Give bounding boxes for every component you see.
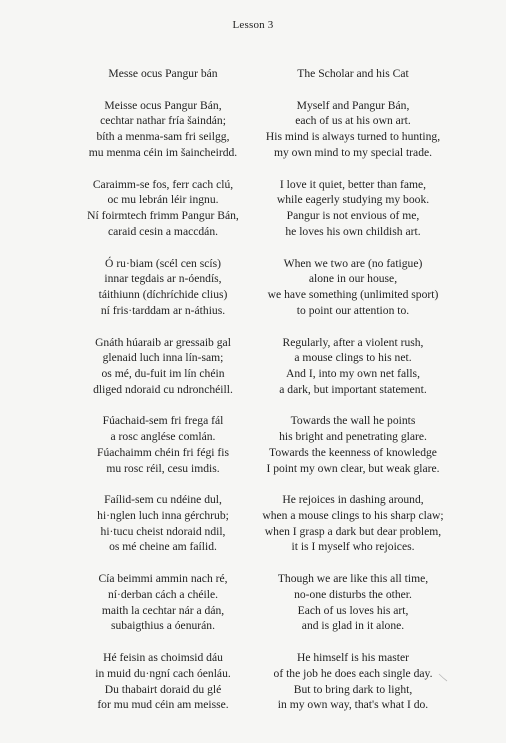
irish-poem-line: oc mu lebrán léir ingnu.: [107, 193, 219, 207]
irish-poem-line: bíth a menma-sam fri seilgg,: [96, 130, 230, 144]
english-translation-stanzas: [240, 98, 466, 713]
english-translation-line: of the job he does each single day.: [273, 666, 433, 680]
irish-poem-line: Hé feisin as choimsid dáu: [103, 651, 223, 665]
irish-poem-line: in muid du·ngní cach óenláu.: [95, 666, 231, 680]
irish-poem-stanzas: [58, 98, 268, 713]
irish-poem-line: Du thabairt doraid du glé: [104, 682, 222, 696]
english-translation-stanza: [240, 492, 466, 555]
irish-poem-line: Faílid-sem cu ndéine dul,: [104, 493, 222, 507]
english-translation-stanza: [240, 335, 466, 398]
english-translation-line: And I, into my own net falls,: [286, 366, 420, 380]
irish-poem-line: mu rosc réil, cesu imdis.: [106, 461, 220, 475]
english-translation-line: to point our attention to.: [296, 303, 410, 317]
irish-poem-line: for mu mud céin am meisse.: [97, 698, 229, 712]
english-translation-line: Though we are like this all time,: [277, 572, 429, 586]
pencil-mark: [438, 672, 448, 682]
irish-poem-line: Ó ru·biam (scél cen scís): [105, 256, 221, 270]
english-translation-line: and is glad in it alone.: [301, 619, 405, 633]
irish-poem-line: hi·tucu cheist ndoraid ndil,: [100, 524, 226, 538]
irish-poem-stanza: [58, 413, 268, 476]
english-translation-line: Towards the keenness of knowledge: [269, 445, 437, 459]
irish-poem-line: hi·nglen luch inna gérchrub;: [97, 509, 229, 523]
english-translation-line: Myself and Pangur Bán,: [296, 98, 410, 112]
english-translation-column: [240, 66, 466, 729]
irish-poem-line: subaigthius a óenurán.: [111, 619, 215, 633]
english-translation-line: a mouse clings to his net.: [294, 351, 412, 365]
irish-poem-stanza: [58, 256, 268, 319]
english-translation-line: when a mouse clings to his sharp claw;: [262, 509, 444, 523]
english-translation-line: it is I myself who rejoices.: [291, 540, 415, 554]
english-translation-line: his bright and penetrating glare.: [279, 430, 427, 444]
english-translation-line: a dark, but important statement.: [279, 382, 427, 396]
irish-poem-line: táithiunn (díchríchide clius): [98, 287, 228, 301]
english-translation-line: while eagerly studying my book.: [276, 193, 430, 207]
english-translation-line: he loves his own childish art.: [285, 224, 421, 238]
irish-poem-line: innar tegdais ar n-óendís,: [104, 272, 222, 286]
irish-poem-line: mu menma céin im šaincheirdd.: [88, 145, 238, 159]
irish-poem-line: dliged ndoraid cu ndronchéill.: [93, 382, 233, 396]
irish-poem-line: Cía beimmi ammin nach ré,: [98, 572, 228, 586]
irish-poem-line: os mé, du-fuit im lín chéin: [101, 366, 225, 380]
english-translation-line: we have something (unlimited sport): [267, 287, 439, 301]
english-translation-line: Pangur is not envious of me,: [286, 209, 420, 222]
irish-poem-line: cechtar nathar fría šaindán;: [100, 114, 226, 128]
english-translation-line: each of us at his own art.: [295, 114, 411, 128]
irish-poem-line: os mé cheine am faílid.: [109, 540, 217, 554]
english-translation-line: I love it quiet, better than fame,: [279, 177, 427, 191]
irish-poem-stanza: [58, 650, 268, 713]
irish-poem-line: glenaid luch inna lín-sam;: [102, 351, 224, 365]
irish-poem-line: Ní foirmtech frimm Pangur Bán,: [87, 209, 239, 222]
irish-poem-stanza: [58, 492, 268, 555]
irish-poem-column: [58, 66, 268, 729]
page-header: Lesson 3: [232, 19, 274, 31]
irish-poem-line: caraid cesin a maccdán.: [107, 224, 219, 238]
english-translation-line: He rejoices in dashing around,: [282, 493, 424, 507]
irish-poem-line: maith la cechtar nár a dán,: [101, 603, 225, 617]
english-translation-stanza: [240, 571, 466, 634]
english-translation-line: Regularly, after a violent rush,: [282, 335, 424, 349]
irish-poem-line: ní fris·tarddam ar n-áthius.: [100, 303, 226, 317]
english-translation-title: The Scholar and his Cat: [297, 67, 409, 80]
english-translation-line: I point my own clear, but weak glare.: [266, 461, 440, 475]
english-translation-stanza: [240, 413, 466, 476]
english-translation-stanza: [240, 650, 466, 713]
irish-poem-title: Messe ocus Pangur bán: [108, 67, 218, 80]
irish-poem-line: a rosc anglése comlán.: [110, 430, 216, 444]
irish-poem-line: Meisse ocus Pangur Bán,: [104, 98, 222, 112]
irish-poem-stanza: [58, 177, 268, 240]
english-translation-line: When we two are (no fatigue): [283, 256, 423, 270]
english-translation-line: Towards the wall he points: [290, 414, 416, 428]
english-translation-line: my own mind to my special trade.: [273, 145, 433, 159]
english-translation-line: His mind is always turned to hunting,: [265, 130, 441, 144]
irish-poem-line: Gnáth húaraib ar gressaib gal: [95, 335, 231, 349]
english-translation-line: alone in our house,: [308, 272, 398, 286]
irish-poem-stanza: [58, 335, 268, 398]
english-translation-line: He himself is his master: [296, 651, 410, 665]
english-translation-stanza: [240, 256, 466, 319]
english-translation-line: But to bring dark to light,: [293, 682, 413, 696]
english-translation-line: when I grasp a dark but dear problem,: [264, 524, 442, 538]
english-translation-line: Each of us loves his art,: [297, 603, 409, 617]
irish-poem-line: Fúachaimm chéin fri fégi fis: [97, 445, 229, 459]
english-translation-stanza: [240, 177, 466, 240]
english-translation-line: in my own way, that's what I do.: [277, 698, 429, 712]
irish-poem-line: ní·derban cách a chéile.: [107, 588, 219, 601]
english-translation-line: no-one disturbs the other.: [294, 588, 412, 601]
irish-poem-stanza: [58, 571, 268, 634]
english-translation-stanza: [240, 98, 466, 161]
irish-poem-line: Fúachaid-sem fri frega fál: [102, 414, 224, 428]
irish-poem-stanza: [58, 98, 268, 161]
irish-poem-line: Caraimm-se fos, ferr cach clú,: [92, 177, 234, 191]
